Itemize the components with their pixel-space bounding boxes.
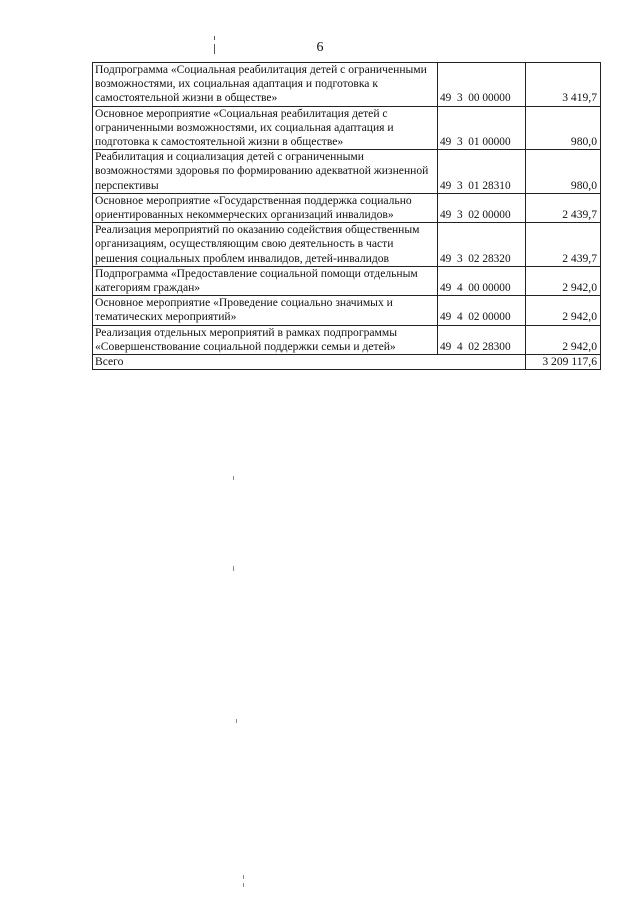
row-code: 49 3 00 00000 xyxy=(438,63,526,107)
row-amount: 980,0 xyxy=(526,106,601,150)
scan-mark xyxy=(236,719,237,723)
row-amount: 2 942,0 xyxy=(526,266,601,295)
page-number: 6 xyxy=(316,40,324,55)
row-code: 49 4 02 28300 xyxy=(438,325,526,354)
row-amount: 2 942,0 xyxy=(526,325,601,354)
row-name: Основное мероприятие «Социальная реабилитация детей с ограниченными возможностями, их социальная адаптация и подготовка к самостоятельной жизни в обществе» xyxy=(93,106,438,150)
row-name: Подпрограмма «Социальная реабилитация детей с ограниченными возможностями, их социальная адаптация и подготовка к самостоятельной жизни в обществе» xyxy=(93,63,438,107)
row-amount: 3 419,7 xyxy=(526,63,601,107)
row-name: Реализация отдельных мероприятий в рамках подпрограммы «Совершенствование социальной поддержки семьи и детей» xyxy=(93,325,438,354)
row-amount: 980,0 xyxy=(526,150,601,194)
budget-table xyxy=(92,62,601,370)
row-amount: 2 439,7 xyxy=(526,223,601,267)
table-row xyxy=(93,150,601,194)
table-row xyxy=(93,193,601,222)
row-name: Основное мероприятие «Проведение социально значимых и тематических мероприятий» xyxy=(93,296,438,325)
row-amount: 2 439,7 xyxy=(526,193,601,222)
row-name: Подпрограмма «Предоставление социальной помощи отдельным категориям граждан» xyxy=(93,266,438,295)
row-name: Реализация мероприятий по оказанию содействия общественным организациям, осуществляющим свою деятельность в части решения социальных проблем инвалидов, детей-инвалидов xyxy=(93,223,438,267)
row-code: 49 3 02 28320 xyxy=(438,223,526,267)
table-row xyxy=(93,106,601,150)
row-code: 49 3 01 00000 xyxy=(438,106,526,150)
table-row xyxy=(93,266,601,295)
scan-mark xyxy=(243,883,244,887)
total-row xyxy=(93,355,601,370)
row-code: 49 3 01 28310 xyxy=(438,150,526,194)
table-row xyxy=(93,296,601,325)
row-code: 49 4 00 00000 xyxy=(438,266,526,295)
row-code: 49 4 02 00000 xyxy=(438,296,526,325)
row-name: Реабилитация и социализация детей с ограниченными возможностями здоровья по формированию адекватной жизненной перспективы xyxy=(93,150,438,194)
total-amount: 3 209 117,6 xyxy=(526,355,601,370)
scan-mark xyxy=(243,875,244,879)
total-label: Всего xyxy=(93,355,526,370)
table-row xyxy=(93,325,601,354)
table-row xyxy=(93,223,601,267)
row-name: Основное мероприятие «Государственная поддержка социально ориентированных некоммерческих организаций инвалидов» xyxy=(93,193,438,222)
scan-mark xyxy=(233,566,234,571)
row-code: 49 3 02 00000 xyxy=(438,193,526,222)
row-amount: 2 942,0 xyxy=(526,296,601,325)
table-row xyxy=(93,63,601,107)
scan-mark xyxy=(233,476,234,480)
